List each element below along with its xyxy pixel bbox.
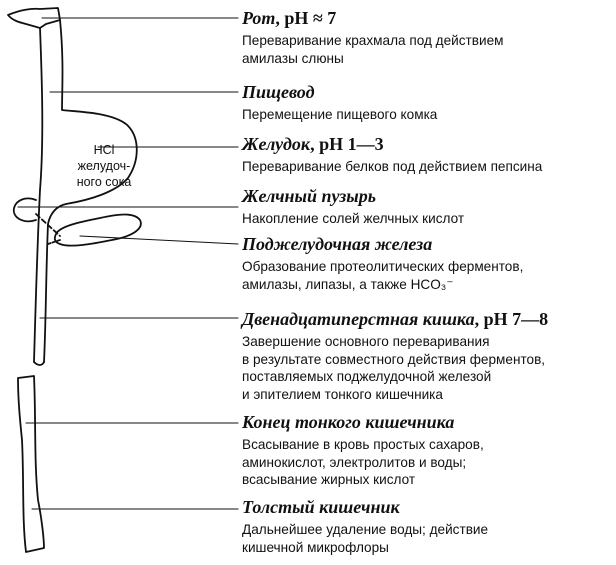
description-line: кишечной микрофлоры [242, 539, 389, 555]
hcl-line-3: ного сока [76, 175, 132, 189]
section-esophagus [242, 82, 612, 124]
section-description [242, 333, 612, 403]
section-name: Конец тонкого кишечника [242, 412, 455, 432]
section-description [242, 258, 612, 293]
description-line: амилазы, липазы, а также HCO₃⁻ [242, 276, 454, 292]
section-duodenum [242, 309, 612, 403]
section-title [242, 186, 612, 206]
section-title [242, 82, 612, 102]
section-name: Двенадцатиперстная кишка [242, 309, 475, 329]
description-line: Образование протеолитических ферментов, [242, 259, 524, 274]
section-description [242, 158, 612, 176]
hcl-line-1: HCl [93, 143, 115, 157]
section-title [242, 8, 612, 28]
section-mouth [242, 8, 612, 67]
leader-lines [18, 18, 238, 509]
section-ph: , pH 7—8 [474, 309, 549, 329]
section-title [242, 412, 612, 432]
section-title [242, 497, 612, 517]
description-line: и эпителием тонкого кишечника [242, 386, 443, 402]
duodenum-end [34, 362, 44, 365]
section-name: Желудок [242, 134, 311, 154]
section-name: Поджелудочная железа [242, 234, 433, 254]
description-line: Накопление солей желчных кислот [242, 211, 465, 226]
section-title [242, 134, 612, 154]
leader-pancreas [80, 236, 238, 244]
section-description [242, 436, 612, 489]
description-line: всасывание жирных кислот [242, 472, 416, 487]
stomach-outline [44, 20, 137, 362]
description-line: аминокислот, электролитов и воды; [242, 454, 467, 470]
section-pancreas [242, 234, 612, 293]
description-line: Перемещение пищевого комка [242, 107, 438, 122]
description-line: в результате совместного действия ферментов, [242, 351, 546, 367]
stomach-hcl-label [60, 142, 148, 190]
description-line: Завершение основного переваривания [242, 334, 490, 349]
section-description [242, 521, 612, 556]
section-name: Желчный пузырь [242, 186, 377, 206]
description-line: Переваривание белков под действием пепсина [242, 159, 543, 174]
section-gallbladder [242, 186, 612, 228]
section-large-intestine [242, 497, 612, 556]
section-title [242, 309, 612, 329]
description-line: Переваривание крахмала под действием [242, 33, 504, 48]
section-name: Рот [242, 8, 276, 28]
description-line: поставляемых поджелудочной железой [242, 369, 492, 384]
section-name: Толстый кишечник [242, 497, 400, 517]
pancreas-shape [55, 215, 141, 246]
section-name: Пищевод [242, 82, 315, 102]
description-line: Всасывание в кровь простых сахаров, [242, 437, 484, 452]
esophagus-outline [34, 28, 42, 362]
gallbladder-shape [14, 198, 36, 221]
hcl-line-2: желудоч- [77, 159, 131, 173]
small-intestine-end-shape [18, 376, 44, 552]
description-line: амилазы слюны [242, 50, 344, 66]
section-ph: , pH 1—3 [310, 134, 384, 154]
section-ph: , pH ≈ 7 [275, 8, 337, 28]
section-stomach [242, 134, 612, 176]
section-small-intestine-end [242, 412, 612, 489]
section-title [242, 234, 612, 254]
section-description [242, 106, 612, 124]
section-description [242, 32, 612, 67]
section-description [242, 210, 612, 228]
description-line: Дальнейшее удаление воды; действие [242, 522, 489, 537]
